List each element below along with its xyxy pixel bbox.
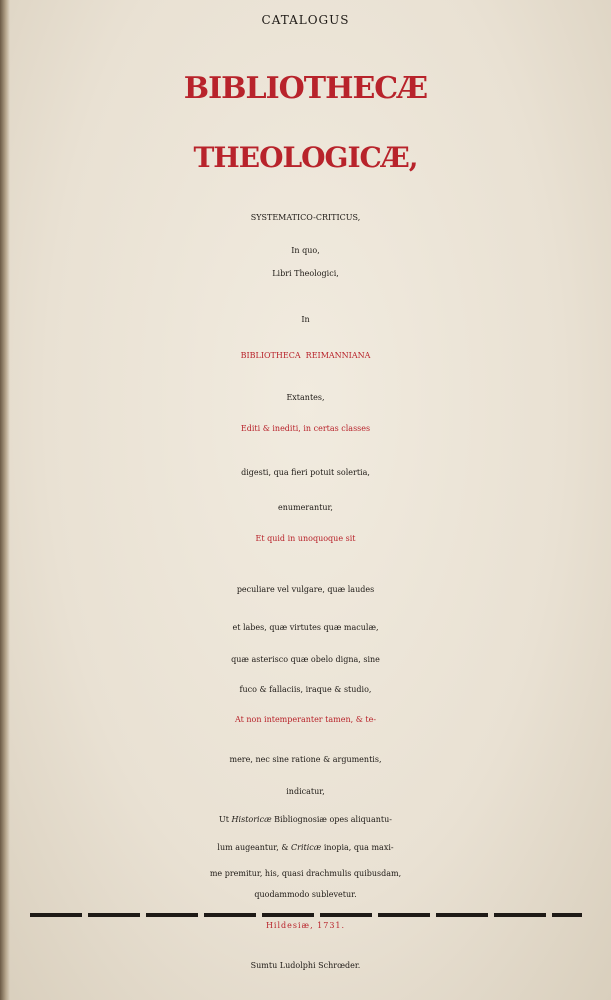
- line-digesti: digesti, qua fieri potuit solertia,: [241, 468, 370, 477]
- line-fuco: fuco & fallaciis, iraque & studio,: [239, 685, 372, 694]
- line-in-quo: In quo,: [291, 246, 320, 255]
- line-bibliothecae: BIBLIOTHECÆ: [183, 71, 428, 106]
- line-bibliognosiae-part: Bibliognosiæ opes aliquantu-: [271, 815, 392, 824]
- line-systematico: SYSTEMATICO-CRITICUS,: [250, 213, 361, 222]
- line-libri-theologici: Libri Theologici,: [272, 269, 339, 278]
- line-historicae-italic: Historicæ: [231, 815, 272, 824]
- line-catalogus: CATALOGUS: [261, 13, 350, 27]
- line-et-labes: et labes, quæ virtutes quæ maculæ,: [232, 623, 379, 632]
- line-inopia-part: inopia, qua maxi-: [321, 843, 394, 852]
- imprint-rule: [30, 913, 582, 917]
- line-criticae-italic: Criticæ: [291, 843, 322, 852]
- line-quodammodo: quodammodo sublevetur.: [254, 890, 357, 899]
- line-indicatur: indicatur,: [286, 787, 325, 796]
- line-lum-augeantur: [0, 844, 611, 852]
- line-sumtu: Sumtu Ludolphi Schrœder.: [250, 961, 361, 970]
- line-hildesiae: Hildesiæ, 1731.: [265, 921, 346, 930]
- line-theologicae: THEOLOGICÆ,: [193, 141, 418, 174]
- line-asterisco: quæ asterisco quæ obelo digna, sine: [231, 655, 380, 664]
- line-at-non: At non intemperanter tamen, & te-: [234, 715, 377, 724]
- line-in: In: [301, 315, 310, 324]
- line-peculiare: peculiare vel vulgare, quæ laudes: [236, 585, 375, 594]
- line-et-quid: Et quid in unoquoque sit: [255, 534, 356, 543]
- line-me-premitur: me premitur, his, quasi drachmulis quibusdam,: [209, 869, 402, 878]
- line-lum-part: lum augeantur, &: [217, 843, 291, 852]
- line-enumerantur: enumerantur,: [278, 503, 333, 512]
- line-ut-part: Ut: [219, 815, 232, 824]
- line-extantes: Extantes,: [286, 393, 325, 402]
- line-mere: mere, nec sine ratione & argumentis,: [229, 755, 382, 764]
- line-bibliotheca-reimanniana: BIBLIOTHECA REIMANNIANA: [240, 351, 371, 360]
- line-ut-historicae: [0, 816, 611, 824]
- line-editi-inediti: Editi & inediti, in certas classes: [240, 424, 371, 433]
